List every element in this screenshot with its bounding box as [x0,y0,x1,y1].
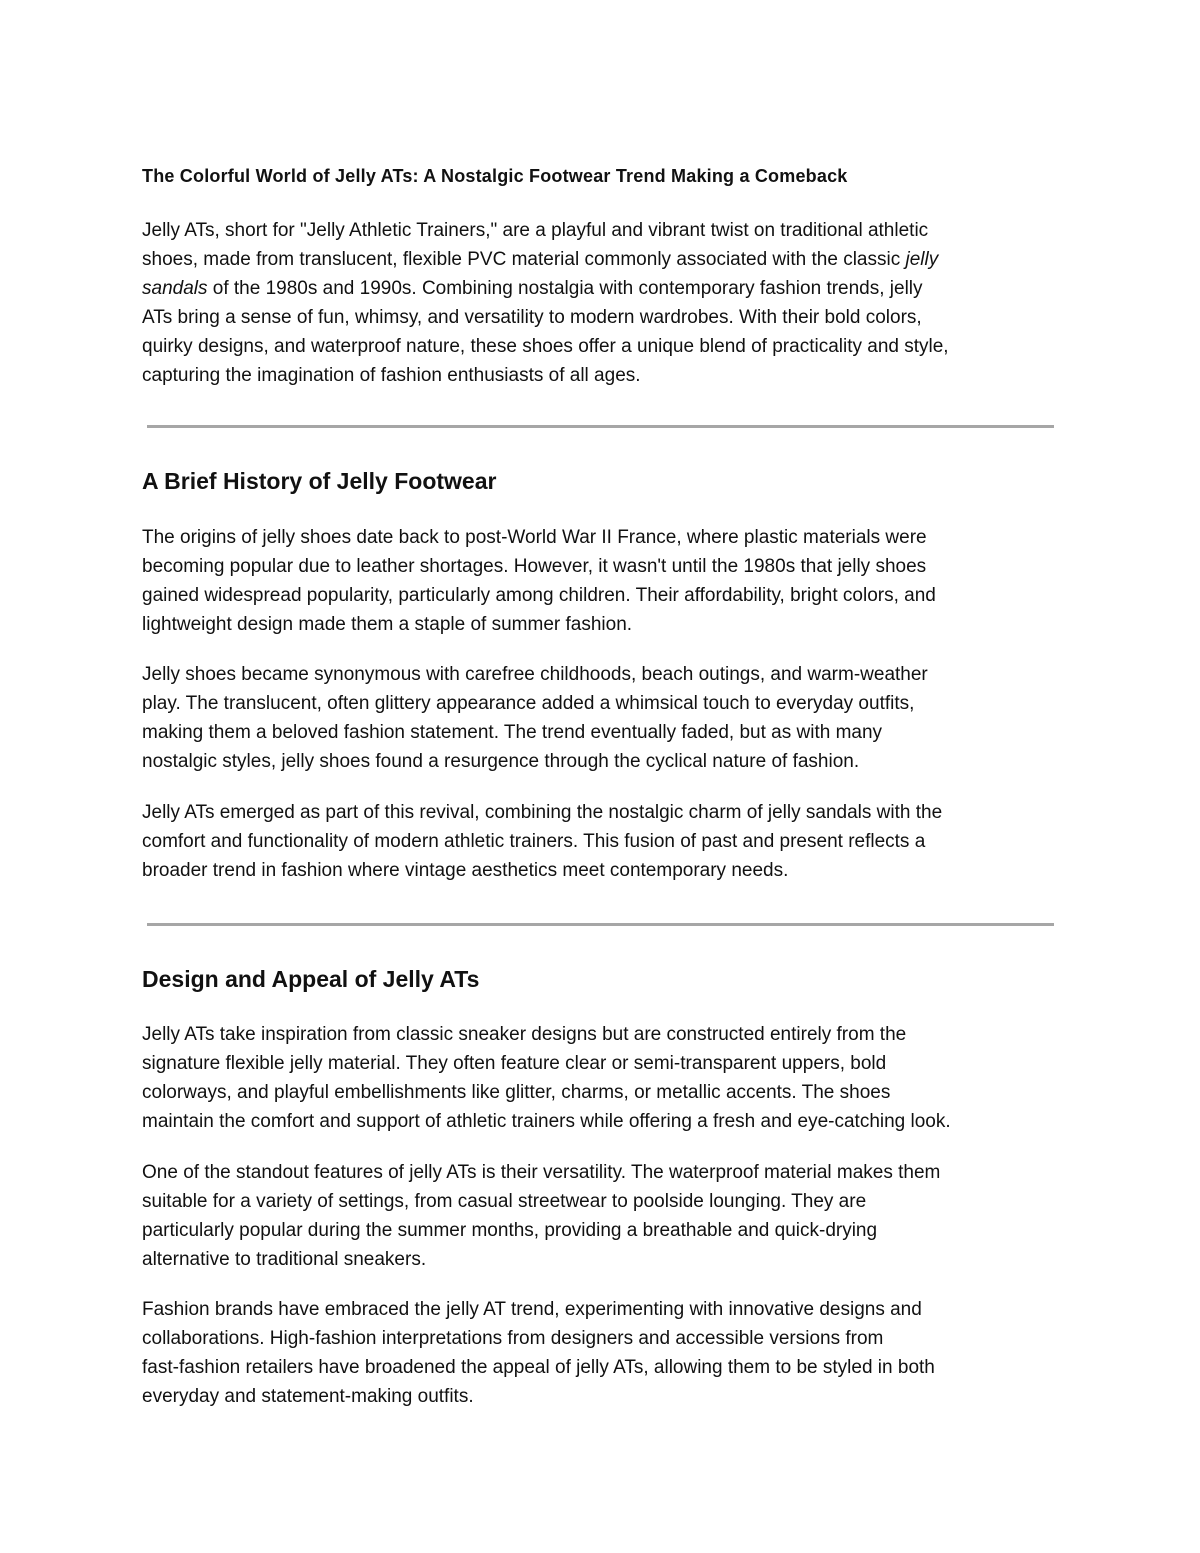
paragraph-line: making them a beloved fashion statement. The trend eventually faded, but as with many [142,722,883,743]
paragraph-line: One of the standout features of jelly ATs is their versatility. The waterproof material makes them [142,1162,941,1183]
design-paragraph-3 [142,1295,1062,1411]
document-title: The Colorful World of Jelly ATs: A Nostalgic Footwear Trend Making a Comeback [142,166,848,186]
paragraph-line: lightweight design made them a staple of summer fashion. [142,614,633,635]
design-heading: Design and Appeal of Jelly ATs [142,966,480,992]
section-divider [147,425,1054,428]
intro-line [142,274,1062,303]
paragraph-line: becoming popular due to leather shortages. However, it wasn't until the 1980s that jelly shoes [142,556,927,577]
italic-term: jelly [905,249,939,270]
paragraph-line: suitable for a variety of settings, from casual streetwear to poolside lounging. They are [142,1191,867,1212]
intro-line: capturing the imagination of fashion enthusiasts of all ages. [142,365,641,386]
intro-line [142,245,1062,274]
paragraph-line: Fashion brands have embraced the jelly AT trend, experimenting with innovative designs and [142,1299,922,1320]
design-paragraph-1 [142,1020,1062,1136]
paragraph-line: play. The translucent, often glittery appearance added a whimsical touch to everyday outfits, [142,693,915,714]
paragraph-line: gained widespread popularity, particularly among children. Their affordability, bright colors, and [142,585,936,606]
paragraph-line: alternative to traditional sneakers. [142,1249,427,1270]
intro-line: ATs bring a sense of fun, whimsy, and versatility to modern wardrobes. With their bold colors, [142,307,922,328]
italic-term: sandals [142,278,208,299]
paragraph-line: collaborations. High-fashion interpretations from designers and accessible versions from [142,1328,884,1349]
paragraph-line: maintain the comfort and support of athletic trainers while offering a fresh and eye-catching look. [142,1111,951,1132]
intro-line: Jelly ATs, short for "Jelly Athletic Trainers," are a playful and vibrant twist on traditional athletic [142,220,929,241]
paragraph-line: Jelly shoes became synonymous with carefree childhoods, beach outings, and warm-weather [142,664,928,685]
paragraph-line: nostalgic styles, jelly shoes found a resurgence through the cyclical nature of fashion. [142,751,860,772]
paragraph-line: Jelly ATs take inspiration from classic sneaker designs but are constructed entirely from the [142,1024,907,1045]
section-divider [147,923,1054,926]
history-paragraph-3 [142,798,1062,885]
paragraph-line: fast-fashion retailers have broadened the appeal of jelly ATs, allowing them to be styled in both [142,1357,935,1378]
intro-text: of the 1980s and 1990s. Combining nostalgia with contemporary fashion trends, jelly [207,278,923,299]
paragraph-line: The origins of jelly shoes date back to post-World War II France, where plastic materials were [142,527,927,548]
paragraph-line: particularly popular during the summer months, providing a breathable and quick-drying [142,1220,878,1241]
paragraph-line: colorways, and playful embellishments like glitter, charms, or metallic accents. The shoes [142,1082,891,1103]
paragraph-line: signature flexible jelly material. They often feature clear or semi-transparent uppers, bold [142,1053,887,1074]
design-paragraph-2 [142,1158,1062,1274]
paragraph-line: everyday and statement-making outfits. [142,1386,474,1407]
paragraph-line: comfort and functionality of modern athletic trainers. This fusion of past and present reflects a [142,831,926,852]
intro-text: shoes, made from translucent, flexible PVC material commonly associated with the classic [142,249,906,270]
paragraph-line: Jelly ATs emerged as part of this revival, combining the nostalgic charm of jelly sandals with the [142,802,943,823]
intro-paragraph [142,216,1062,390]
history-paragraph-2 [142,660,1062,776]
history-heading: A Brief History of Jelly Footwear [142,468,497,494]
history-paragraph-1 [142,523,1062,639]
paragraph-line: broader trend in fashion where vintage aesthetics meet contemporary needs. [142,860,789,881]
intro-line: quirky designs, and waterproof nature, these shoes offer a unique blend of practicality and style, [142,336,949,357]
